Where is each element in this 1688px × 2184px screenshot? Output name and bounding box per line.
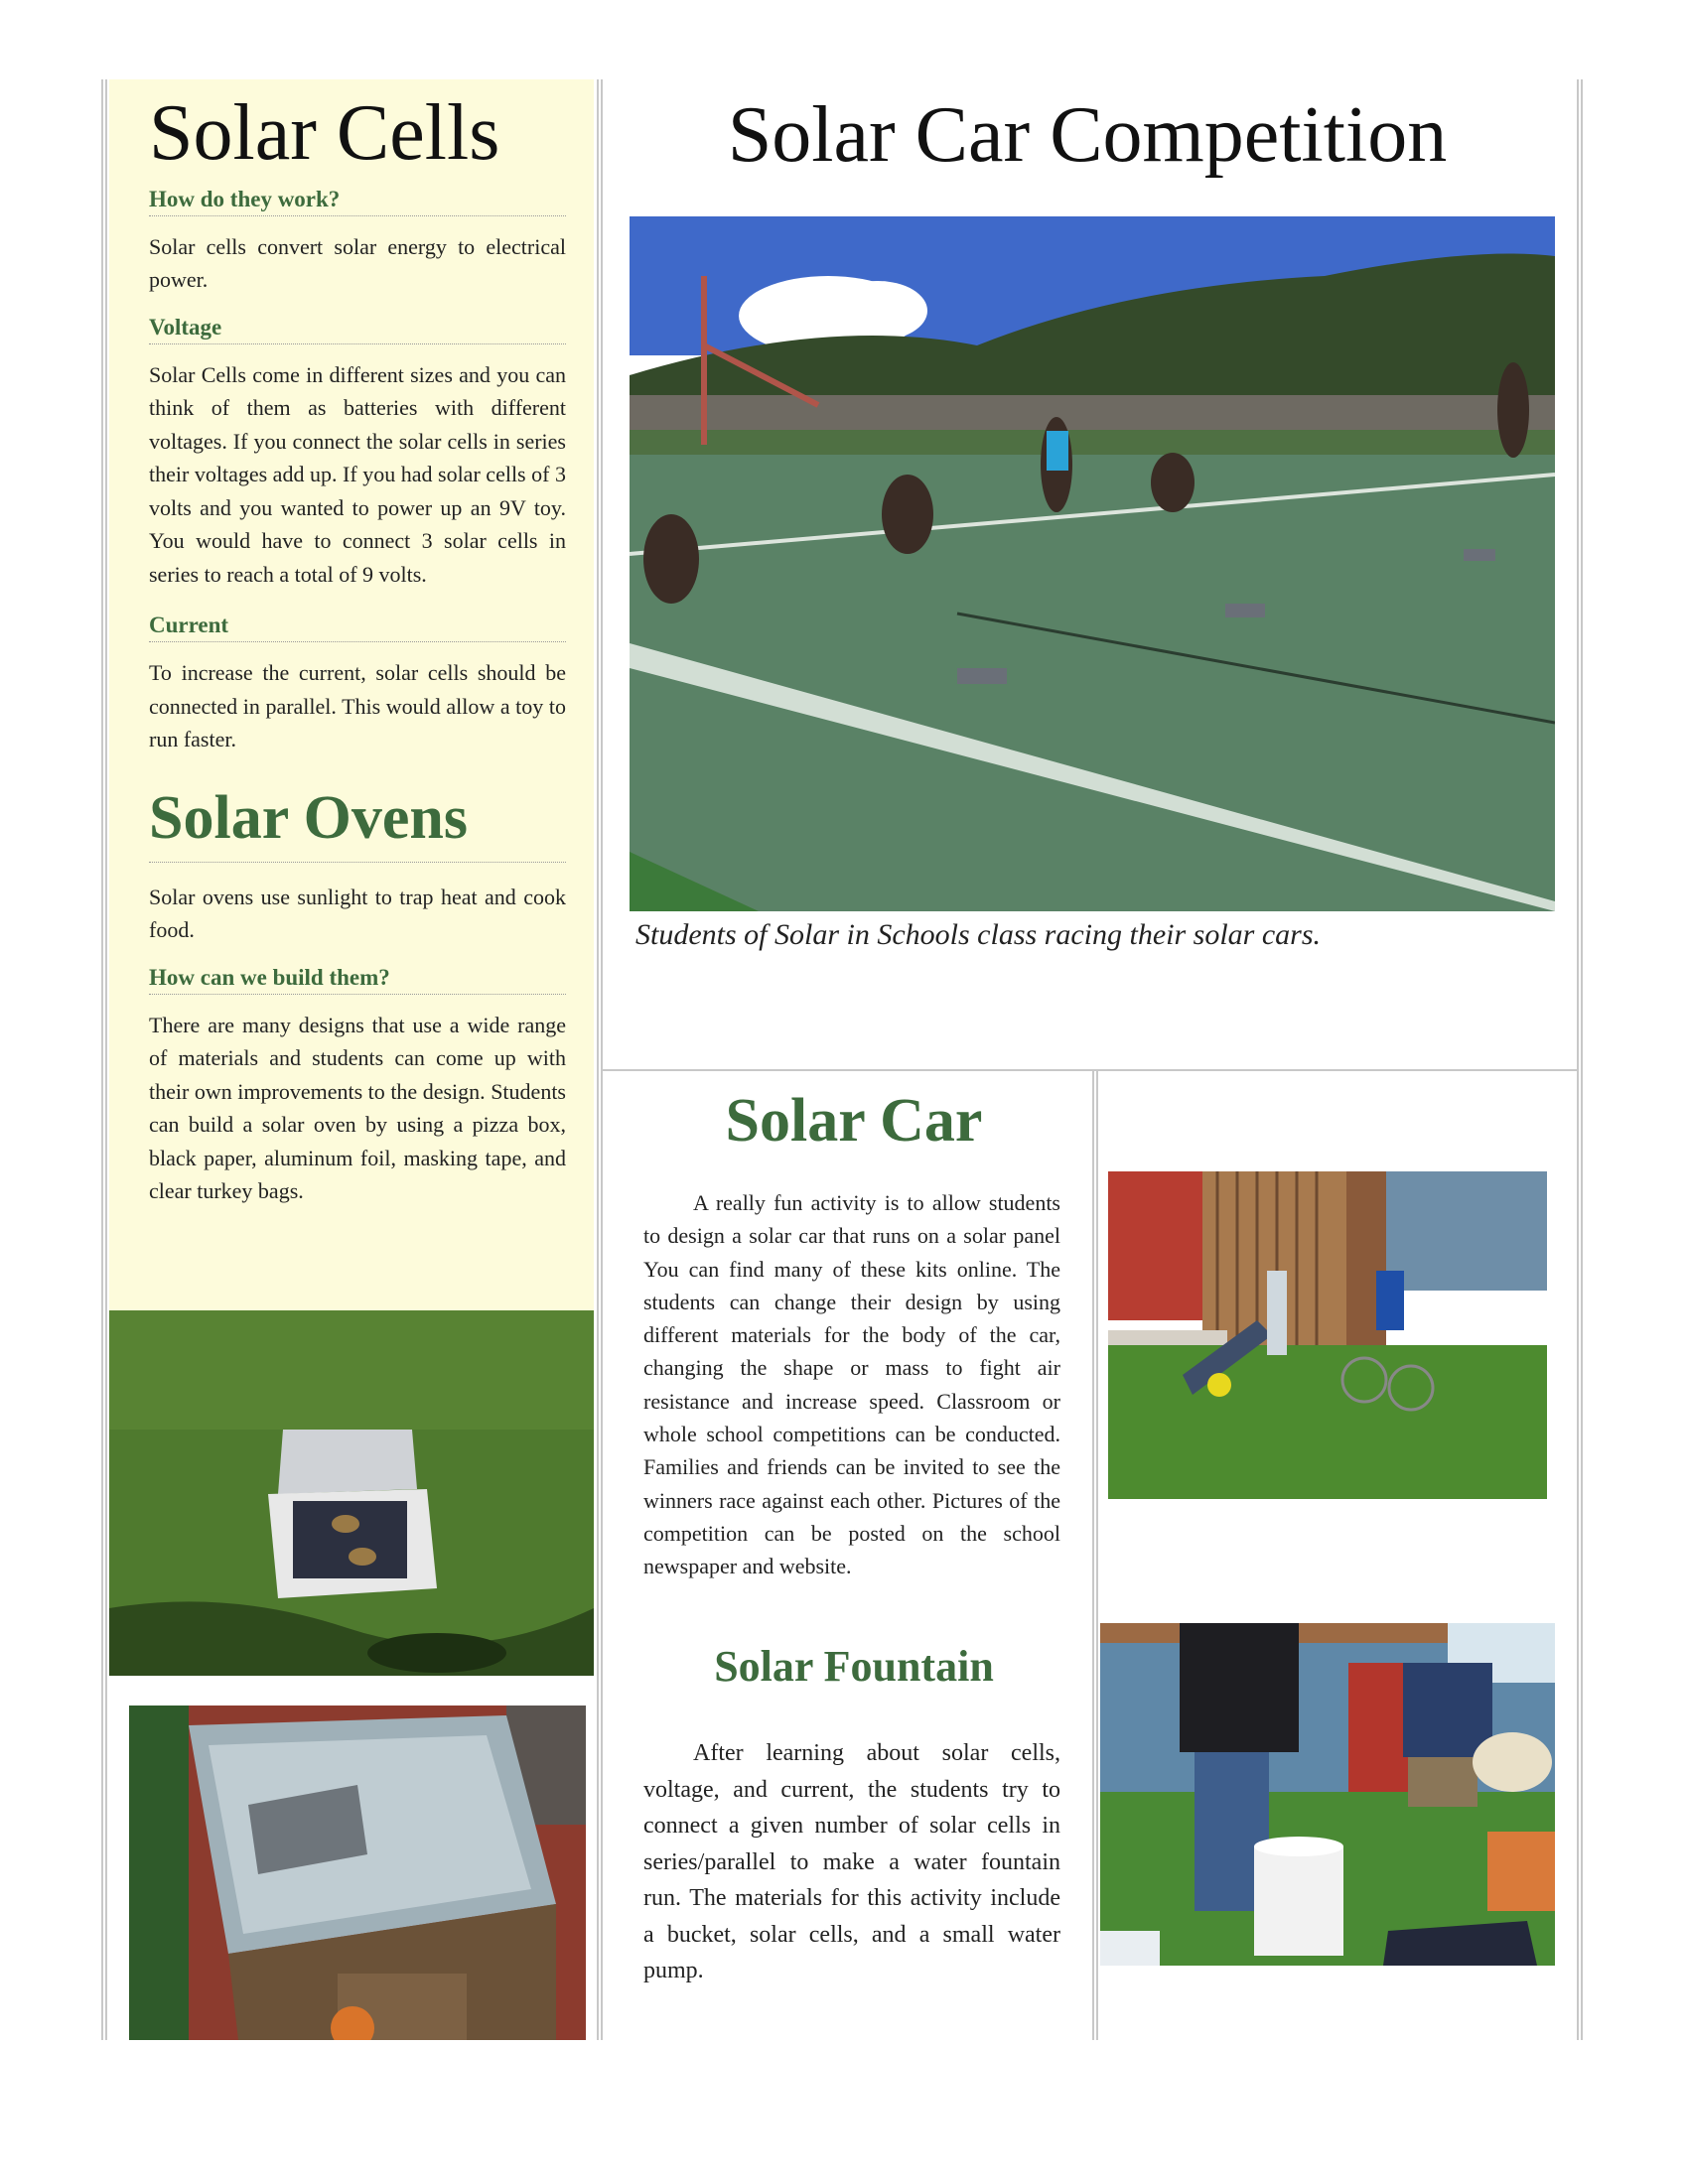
solar-fountain-photo (1100, 1623, 1555, 1966)
sidebar-content (149, 89, 566, 1208)
solar-car-race-photo (630, 216, 1555, 911)
solar-fountain-title: Solar Fountain (714, 1642, 994, 1691)
solar-car-title: Solar Car (725, 1087, 983, 1155)
solar-panel-bicycle-photo (1108, 1171, 1547, 1499)
build-heading: How can we build them? (149, 965, 566, 995)
column-rule-right (1577, 79, 1579, 2040)
current-text: To increase the current, solar cells should be connected in parallel. This would allow a toy to run faster. (149, 660, 566, 752)
ovens-intro-text: Solar ovens use sunlight to trap heat and cook food. (149, 884, 566, 943)
column-rule-left-inner (105, 79, 107, 2040)
wooden-box-oven-photo (129, 1706, 586, 2040)
voltage-heading: Voltage (149, 315, 566, 344)
solar-cells-title: Solar Cells (149, 89, 500, 177)
how-heading: How do they work? (149, 187, 566, 216)
solar-car-text: A really fun activity is to allow students to design a solar car that runs on a solar panel You can find many of these kits online. The students can change their design by using different materials for the body of the car, changing the shape or mass to fight air resistance and increase speed. Classroom or whole school competitions can be conducted. Families and friends can be invited to see the winners race against each other. Pictures of the competition can be posted on the school newspaper and website. (643, 1190, 1060, 1579)
column-rule-photos (1092, 1070, 1094, 2040)
column-rule-photos-inner (1096, 1070, 1098, 2040)
sidebar (109, 79, 594, 1310)
competition-title: Solar Car Competition (727, 91, 1448, 179)
pizza-box-oven-photo (109, 1310, 594, 1676)
solar-fountain-text: After learning about solar cells, voltage, and current, the students try to connect a given number of solar cells in series/parallel to make a water fountain run. The materials for this activity include a bucket, solar cells, and a small water pump. (643, 1740, 1060, 1983)
current-heading: Current (149, 613, 566, 642)
column-rule-middle-inner (601, 79, 603, 2040)
solar-ovens-title: Solar Ovens (149, 784, 566, 863)
column-rule-right-inner (1581, 79, 1583, 2040)
column-rule-middle (597, 79, 599, 2040)
voltage-text: Solar Cells come in different sizes and you can think of them as batteries with different voltages. If you connect the solar cells in series their voltages add up. If you had solar cells of 3 volts and you wanted to power up an 9V toy. You would have to connect 3 solar cells in series to reach a total of 9 volts. (149, 361, 566, 587)
column-rule-left (101, 79, 103, 2040)
build-text: There are many designs that use a wide range of materials and students can come up with their own improvements to the design. Students can build a solar oven by using a pizza box, black paper, aluminum foil, masking tape, and clear turkey bags. (149, 1012, 566, 1204)
section-rule (602, 1069, 1579, 1071)
how-text: Solar cells convert solar energy to electrical power. (149, 233, 566, 293)
photo-caption: Students of Solar in Schools class racing their solar cars. (635, 918, 1321, 951)
